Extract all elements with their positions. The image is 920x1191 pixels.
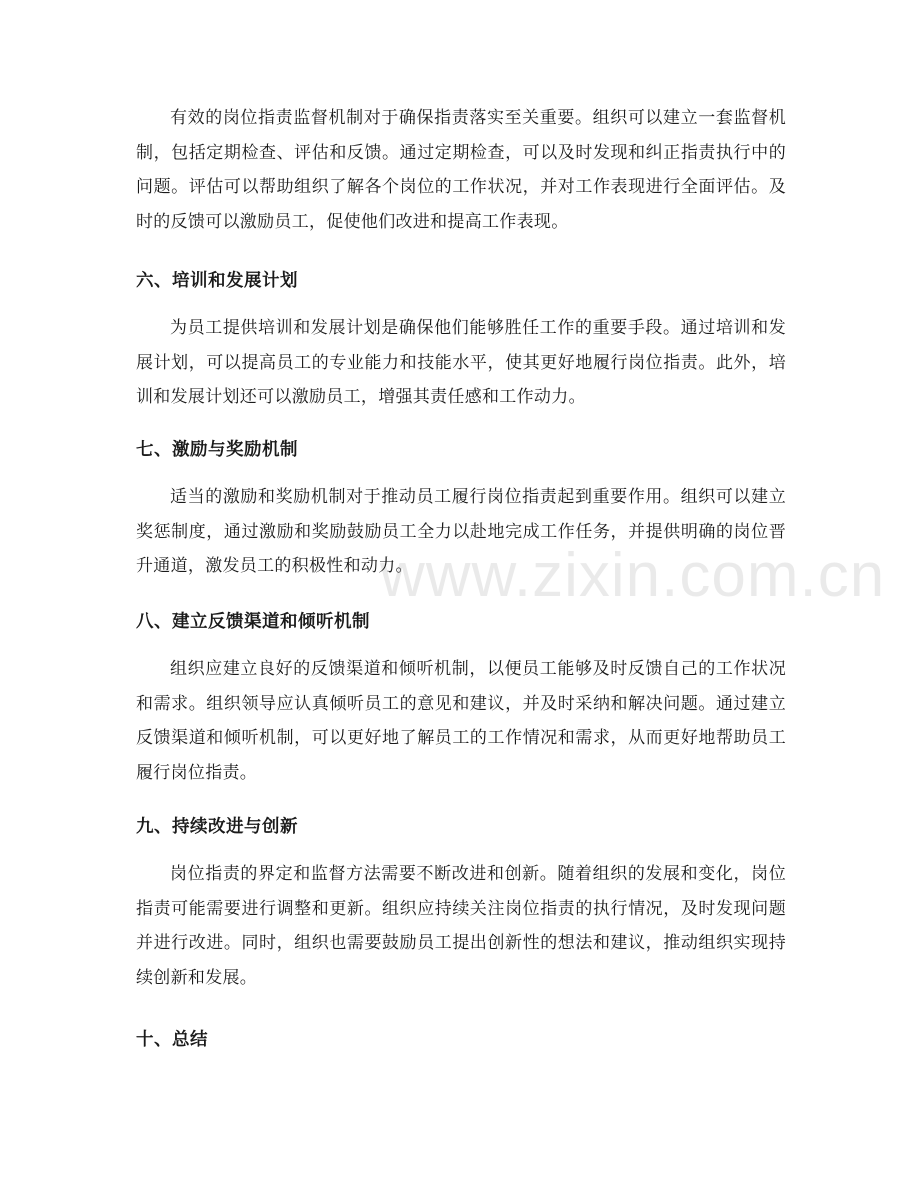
- heading-text: 十、总结: [136, 1030, 208, 1050]
- section-heading-feedback: [136, 607, 786, 637]
- heading-text: 八、建立反馈渠道和倾听机制: [136, 612, 370, 632]
- heading-text: 七、激励与奖励机制: [136, 440, 298, 460]
- paragraph-text: 为员工提供培训和发展计划是确保他们能够胜任工作的重要手段。通过培训和发展计划，可以提高员工的专业能力和技能水平，使其更好地履行岗位指责。此外，培训和发展计划还可以激励员工，增强其责任感和工作动力。: [136, 318, 786, 407]
- paragraph-text: 组织应建立良好的反馈渠道和倾听机制，以便员工能够及时反馈自己的工作状况和需求。组织领导应认真倾听员工的意见和建议，并及时采纳和解决问题。通过建立反馈渠道和倾听机制，可以更好地了解员工的工作情况和需求，从而更好地帮助员工履行岗位指责。: [136, 659, 786, 783]
- paragraph-improvement: [136, 857, 786, 995]
- paragraph-text: 岗位指责的界定和监督方法需要不断改进和创新。随着组织的发展和变化，岗位指责可能需要进行调整和更新。组织应持续关注岗位指责的执行情况，及时发现问题并进行改进。同时，组织也需要鼓励员工提出创新性的想法和建议，推动组织实现持续创新和发展。: [136, 864, 786, 988]
- paragraph-training: [136, 311, 786, 415]
- heading-text: 九、持续改进与创新: [136, 817, 298, 837]
- paragraph-supervision: [136, 101, 786, 239]
- watermark: www.zixin.com.cn: [380, 541, 886, 610]
- section-heading-training: [136, 266, 786, 296]
- paragraph-incentives: [136, 480, 786, 584]
- paragraph-text: 有效的岗位指责监督机制对于确保指责落实至关重要。组织可以建立一套监督机制，包括定期检查、评估和反馈。通过定期检查，可以及时发现和纠正指责执行中的问题。评估可以帮助组织了解各个岗位的工作状况，并对工作表现进行全面评估。及时的反馈可以激励员工，促使他们改进和提高工作表现。: [136, 108, 786, 232]
- section-heading-incentives: [136, 435, 786, 465]
- section-heading-improvement: [136, 812, 786, 842]
- heading-text: 六、培训和发展计划: [136, 271, 298, 291]
- section-heading-summary: [136, 1025, 786, 1055]
- paragraph-text: 适当的激励和奖励机制对于推动员工履行岗位指责起到重要作用。组织可以建立奖惩制度，通过激励和奖励鼓励员工全力以赴地完成工作任务，并提供明确的岗位晋升通道，激发员工的积极性和动力。: [136, 487, 786, 576]
- paragraph-feedback: [136, 652, 786, 790]
